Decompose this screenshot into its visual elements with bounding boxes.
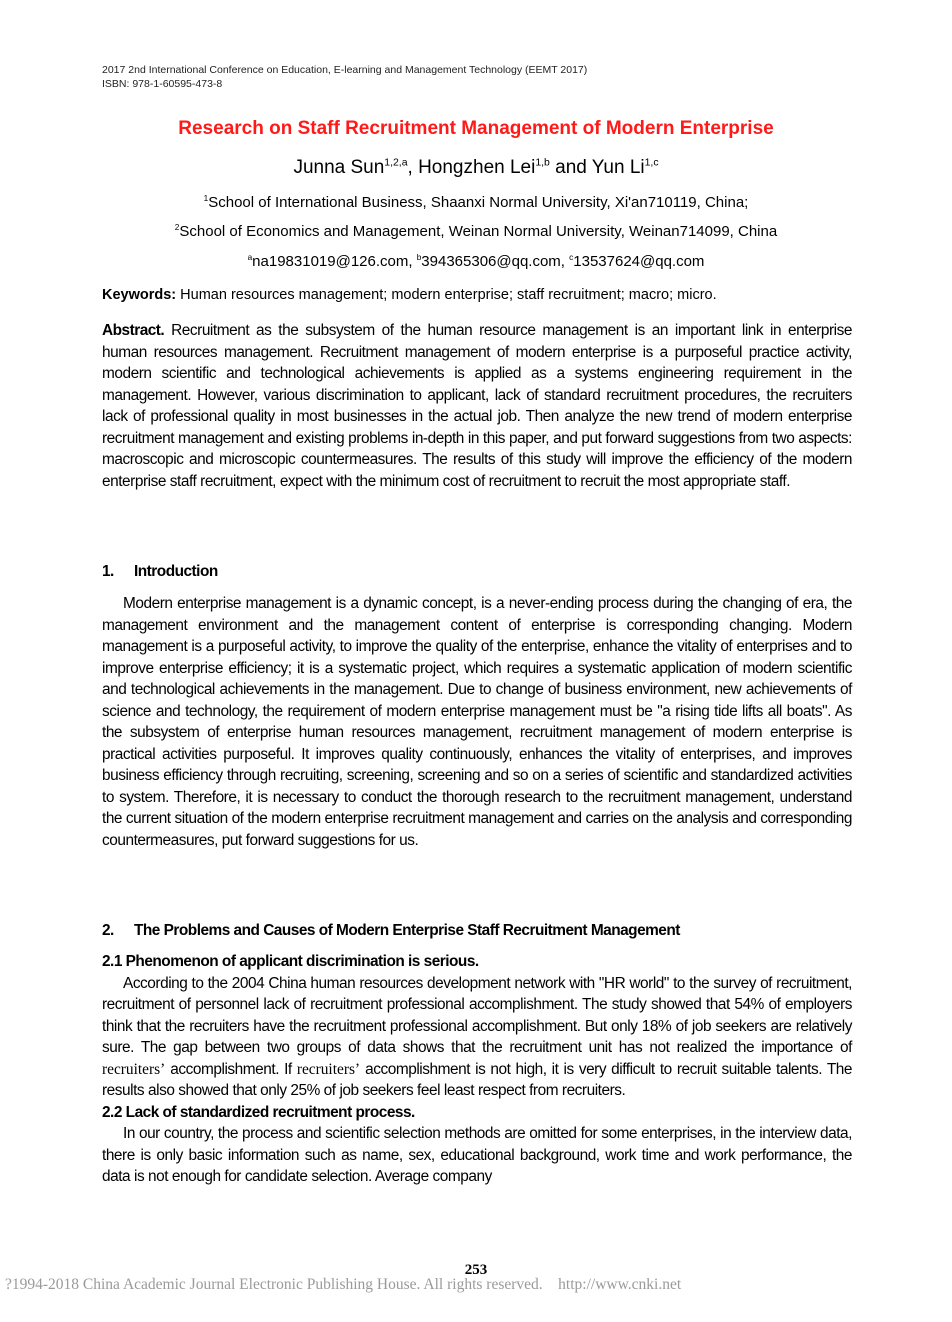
section-2-body	[102, 951, 852, 1188]
paragraph	[102, 973, 852, 1102]
paragraph-text: recruiters’	[102, 1060, 166, 1078]
section-2-heading	[102, 922, 680, 940]
conference-name: 2017 2nd International Conference on Education, E-learning and Management Technology (EEMT 2017)	[102, 64, 588, 76]
email-link[interactable]: na19831019@126.com,	[252, 253, 417, 270]
paragraph-text: recruiters’	[296, 1060, 361, 1078]
abstract-label: Abstract.	[102, 322, 165, 339]
author-separator: ,	[407, 157, 419, 178]
section-1-body	[102, 593, 852, 851]
email-superscript: b	[416, 253, 422, 262]
subsection-2-1-heading: 2.1 Phenomenon of applicant discrimination is serious.	[102, 953, 479, 970]
paragraph-text: accomplishment. If	[165, 1060, 297, 1078]
section-1-heading	[102, 563, 218, 581]
section-title: Introduction	[134, 563, 218, 580]
author-emails	[0, 253, 952, 270]
paragraph: Modern enterprise management is a dynamic concept, is a never-ending process during the changing of era, the management environment and the management content of enterprise is corresponding changing. Modern management is a purposeful activity, to improve the quality of the enterprise, enhance the vitality of enterprises and to improve enterprise efficiency; it is a systematic project, which requires a systematic application of modern scientific and technological achievements in the management. Due to change of business environment, new achievements of science and technology, the requirement of modern enterprise management must be "a rising tide lifts all boats". As the subsystem of enterprise human resources management, recruitment management of modern enterprise is practical activities purposeful. It improves quality continuously, enhances the vitality of enterprises, and improves business efficiency through recruiting, screening, screening and so on a series of scientific and standardized activities to system. Therefore, it is necessary to conduct the thorough research to the recruitment management, understand the current situation of the modern enterprise recruitment management and carries on the analysis and corresponding countermeasures, put forward suggestions for us.	[102, 595, 852, 849]
abstract	[102, 320, 852, 492]
paragraph-text: accomplishment is not high, it is very difficult to recruit suitable talents. The results also showed that only 25% of job seekers feel least respect from recruiters.	[102, 1060, 852, 1099]
keywords-text: Human resources management; modern enterprise; staff recruitment; macro; micro.	[176, 287, 717, 303]
abstract-text: Recruitment as the subsystem of the human resource management is an important link in enterprise human resources management. Recruitment management of modern enterprise is a purposeful practice activity, modern scientific and technological achievements is applied as a systems engineering requirement in the management. However, various discrimination to applicant, lack of standard recruitment procedures, the recruiters lack of professional quality in most businesses in the actual job. Then analyze the new trend of modern enterprise recruitment management and existing problems in-depth in this paper, and put forward suggestions from two aspects: macroscopic and microscopic countermeasures. The results of this study will improve the efficiency of the modern enterprise staff recruitment, expect with the minimum cost of recruitment to recruit the most appropriate staff.	[102, 322, 852, 490]
paragraph: In our country, the process and scientific selection methods are omitted for some enterprises, in the interview data, there is only basic information such as name, sex, educational background, work time and work performance, the data is not enough for candidate selection. Average company	[102, 1125, 852, 1185]
paper-title: Research on Staff Recruitment Management of Modern Enterprise	[178, 118, 774, 139]
section-title: The Problems and Causes of Modern Enterprise Staff Recruitment Management	[134, 922, 680, 939]
author-list	[0, 157, 952, 179]
author-name: Junna Sun	[293, 157, 385, 178]
keywords-label: Keywords:	[102, 287, 177, 303]
conference-header	[102, 63, 587, 91]
author-separator: and	[549, 157, 592, 178]
author-name: Yun Li	[591, 157, 645, 178]
affiliation-text: School of International Business, Shaanxi Normal University, Xi'an710119, China;	[208, 194, 749, 211]
section-number: 1.	[102, 563, 114, 580]
affiliation-1	[0, 194, 952, 211]
author-name: Hongzhen Lei	[418, 157, 536, 178]
affiliation-superscript: 2	[174, 223, 180, 232]
affiliation-text: School of Economics and Management, Weinan Normal University, Weinan714099, China	[179, 223, 778, 240]
paragraph-text: According to the 2004 China human resources development network with "HR world" to the survey of recruitment, recruitment of personnel lack of recruitment professional accomplishment. The study showed that 54% of employers think that the recruiters have the recruitment professional accomplishment. But only 18% of job seekers are relatively sure. The gap between two groups of data shows that the recruitment unit has not realized the importance of	[102, 974, 852, 1056]
email-link[interactable]: 13537624@qq.com	[573, 253, 705, 270]
email-superscript: c	[569, 253, 574, 262]
section-number: 2.	[102, 922, 114, 939]
affiliation-2	[0, 223, 952, 240]
affiliation-superscript: 1	[203, 194, 209, 203]
email-superscript: a	[247, 253, 253, 262]
keywords	[102, 287, 717, 303]
subsection-2-2-heading: 2.2 Lack of standardized recruitment process.	[102, 1103, 415, 1121]
author-superscript: 1,2,a	[384, 157, 408, 169]
email-link[interactable]: 394365306@qq.com,	[421, 253, 570, 270]
author-superscript: 1,c	[644, 157, 659, 169]
page-number: 253	[464, 1262, 488, 1278]
copyright-footer: ?1994-2018 China Academic Journal Electronic Publishing House. All rights reserved. http://www.cnki.net	[5, 1276, 682, 1293]
isbn: ISBN: 978-1-60595-473-8	[102, 78, 223, 90]
author-superscript: 1,b	[535, 157, 550, 169]
